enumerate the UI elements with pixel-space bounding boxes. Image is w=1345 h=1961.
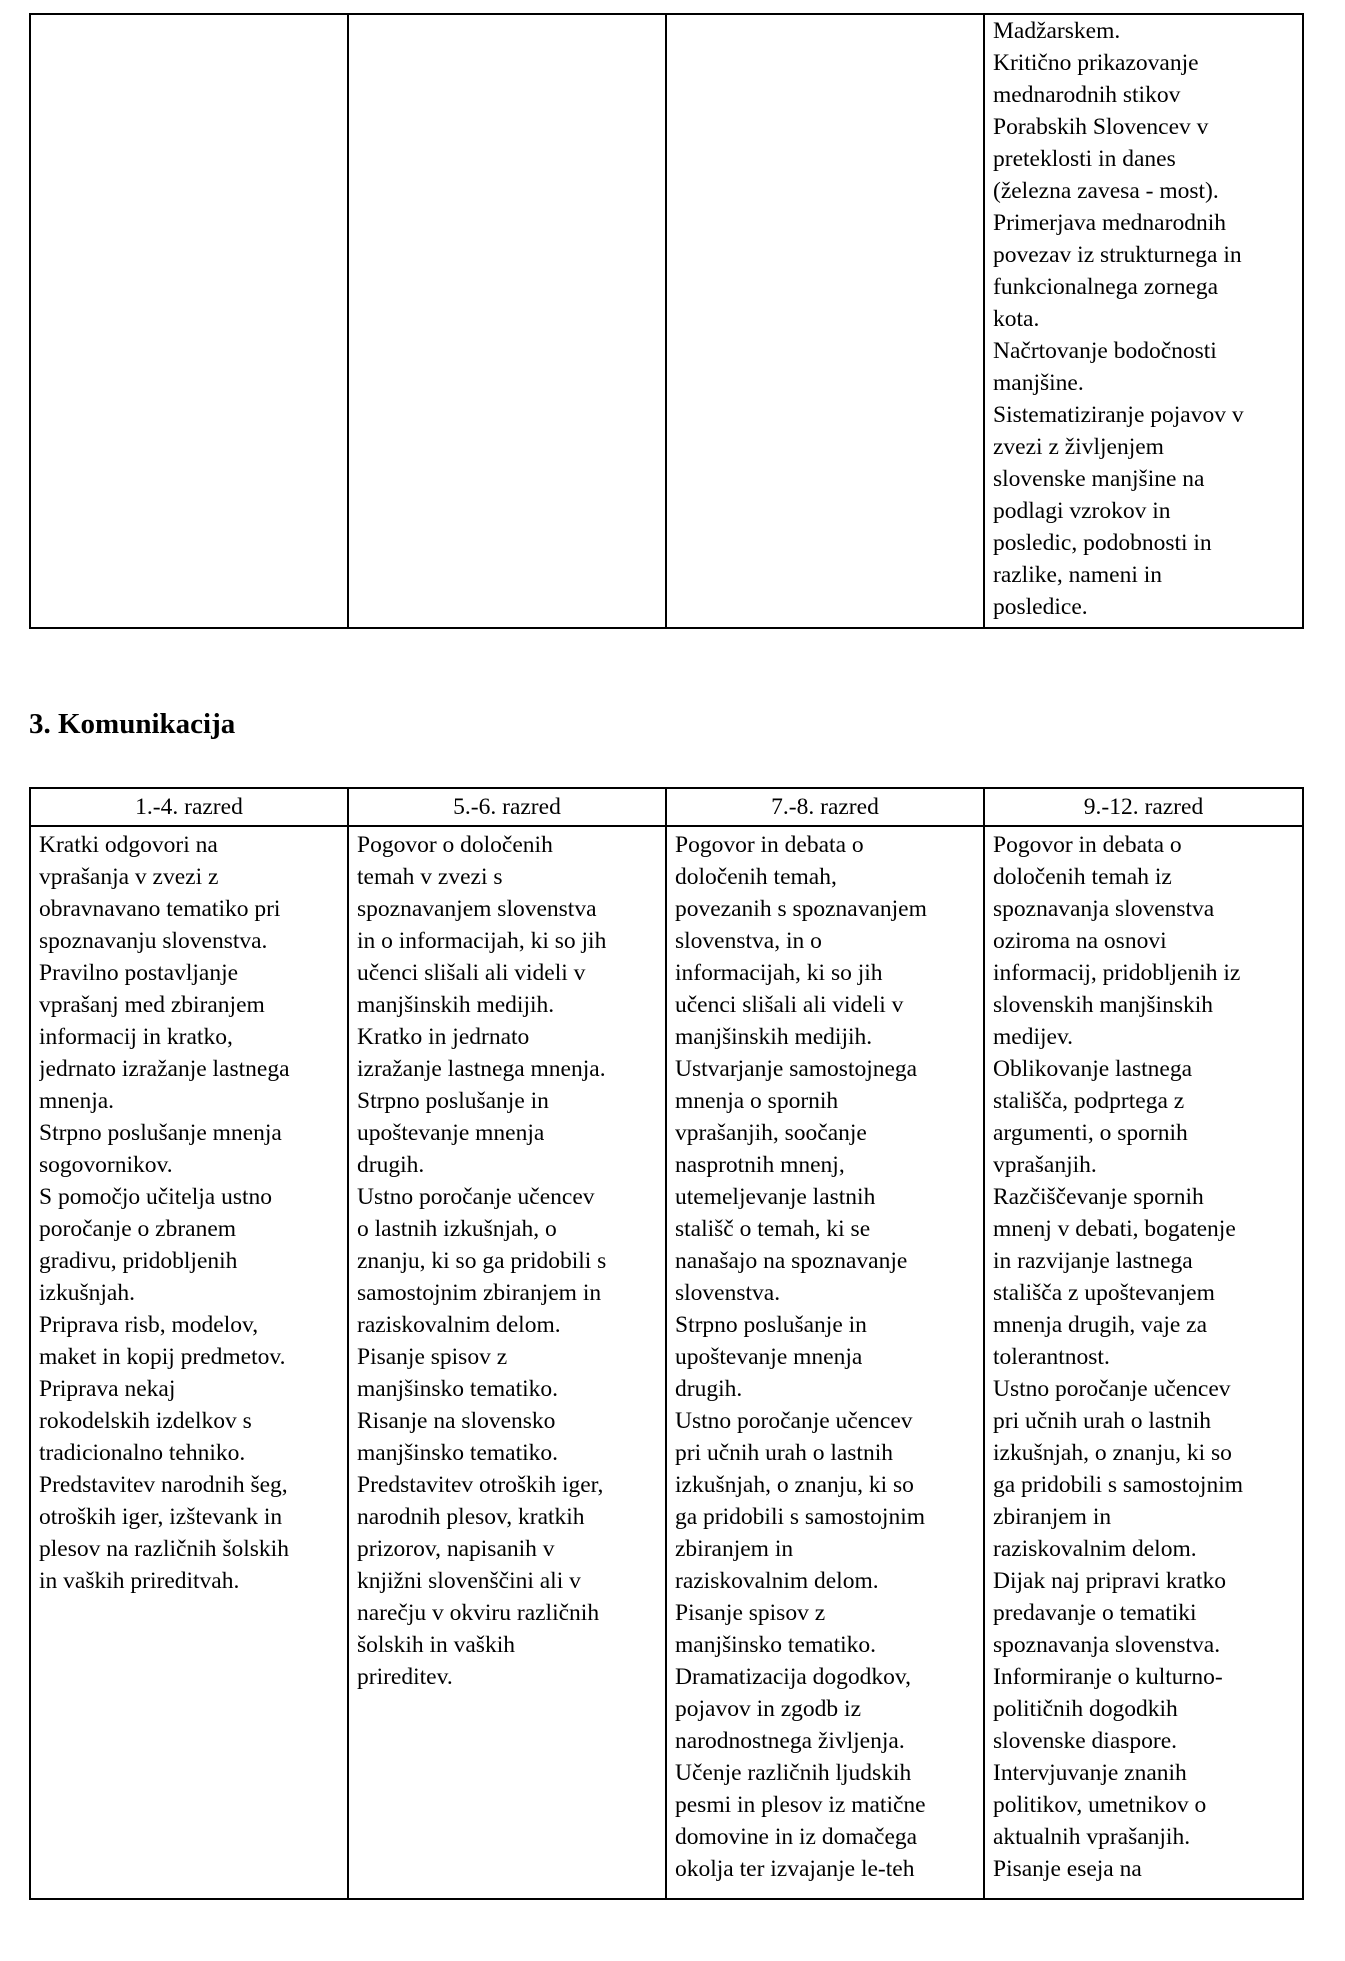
text-line: vprašanja v zvezi z — [39, 864, 219, 890]
text-line: manjšinskih medijih. — [357, 992, 555, 1018]
text-line: Risanje na slovensko — [357, 1408, 556, 1434]
text-line: knjižni slovenščini ali v — [357, 1568, 581, 1594]
text-line: domovine in iz domačega — [675, 1824, 918, 1850]
text-line: Pogovor in debata o — [675, 832, 864, 858]
text-line: drugih. — [357, 1152, 425, 1178]
text-line: okolja ter izvajanje le-teh — [675, 1856, 915, 1882]
text-line: izkušnjah. — [39, 1280, 135, 1306]
text-line: argumenti, o spornih — [993, 1120, 1188, 1146]
text-line: maket in kopij predmetov. — [39, 1344, 286, 1370]
text-line: narodnostnega življenja. — [675, 1728, 905, 1754]
text-line: in o informacijah, ki so jih — [357, 928, 607, 954]
text-line: manjšinsko tematiko. — [357, 1440, 559, 1466]
text-line: raziskovalnim delom. — [675, 1568, 879, 1594]
text-line: slovenske manjšine na — [993, 466, 1205, 492]
table-cell-empty-3 — [666, 14, 984, 628]
text-line: Strpno poslušanje in — [675, 1312, 867, 1338]
text-line: mnenja drugih, vaje za — [993, 1312, 1208, 1338]
text-line: določenih temah iz — [993, 864, 1172, 890]
text-line: tradicionalno tehniko. — [39, 1440, 246, 1466]
text-line: Kratki odgovori na — [39, 832, 218, 858]
text-line: pojavov in zgodb iz — [675, 1696, 862, 1722]
text-line: učenci slišali ali videli v — [675, 992, 904, 1018]
text-line: učenci slišali ali videli v — [357, 960, 586, 986]
text-line: narodnih plesov, kratkih — [357, 1504, 585, 1530]
cell-lines — [39, 829, 347, 1898]
text-line: Pogovor in debata o — [993, 832, 1182, 858]
text-line: manjšine. — [993, 370, 1084, 396]
text-line: stališča z upoštevanjem — [993, 1280, 1215, 1306]
text-line: Intervjuvanje znanih — [993, 1760, 1187, 1786]
text-line: Kritično prikazovanje — [993, 50, 1199, 76]
text-line: posledic, podobnosti in — [993, 530, 1212, 556]
text-line: podlagi vzrokov in — [993, 498, 1171, 524]
table-cell-empty-1 — [30, 14, 348, 628]
text-line: otroških iger, izštevank in — [39, 1504, 283, 1530]
text-line: Učenje različnih ljudskih — [675, 1760, 912, 1786]
table-header-row — [30, 788, 1303, 826]
text-line: zvezi z življenjem — [993, 434, 1164, 460]
text-line: stališča, podprtega z — [993, 1088, 1185, 1114]
table-row — [30, 14, 1303, 628]
text-line: izražanje lastnega mnenja. — [357, 1056, 606, 1082]
cell-lines — [993, 829, 1302, 1898]
text-line: narečju v okviru različnih — [357, 1600, 600, 1626]
text-line: upoštevanje mnenja — [675, 1344, 863, 1370]
column-header-grade-5-6: 5.-6. razred — [348, 788, 666, 826]
text-line: manjšinsko tematiko. — [357, 1376, 559, 1402]
text-line: posledice. — [993, 594, 1088, 620]
text-line: ga pridobili s samostojnim — [993, 1472, 1244, 1498]
text-line: medijev. — [993, 1024, 1074, 1050]
komunikacija-table — [29, 787, 1304, 1900]
text-line: poročanje o zbranem — [39, 1216, 237, 1242]
text-line: Načrtovanje bodočnosti — [993, 338, 1217, 364]
text-line: informacijah, ki so jih — [675, 960, 883, 986]
text-line: pri učnih urah o lastnih — [675, 1440, 893, 1466]
text-line: Pisanje eseja na — [993, 1856, 1142, 1882]
table-cell-grade-1-4 — [30, 826, 348, 1899]
text-line: Strpno poslušanje in — [357, 1088, 549, 1114]
text-line: spoznavanjem slovenstva — [357, 896, 597, 922]
text-line: povezanih s spoznavanjem — [675, 896, 927, 922]
text-line: raziskovalnim delom. — [357, 1312, 561, 1338]
text-line: pesmi in plesov iz matične — [675, 1792, 926, 1818]
table-cell-empty-2 — [348, 14, 666, 628]
table-row — [30, 826, 1303, 1899]
text-line: oziroma na osnovi — [993, 928, 1167, 954]
text-line: nasprotnih mnenj, — [675, 1152, 845, 1178]
text-line: šolskih in vaških — [357, 1632, 515, 1658]
section-heading: 3. Komunikacija — [29, 708, 236, 740]
text-line: Strpno poslušanje mnenja — [39, 1120, 282, 1146]
text-line: Predstavitev otroških iger, — [357, 1472, 604, 1498]
continued-content-table — [29, 13, 1304, 629]
text-line: Ustno poročanje učencev — [675, 1408, 913, 1434]
text-line: vprašanjih, soočanje — [675, 1120, 867, 1146]
text-line: Pisanje spisov z — [357, 1344, 508, 1370]
text-line: in vaških prireditvah. — [39, 1568, 240, 1594]
text-line: in razvijanje lastnega — [993, 1248, 1193, 1274]
text-line: Razčiščevanje spornih — [993, 1184, 1204, 1210]
text-line: S pomočjo učitelja ustno — [39, 1184, 273, 1210]
column-header-grade-1-4: 1.-4. razred — [30, 788, 348, 826]
text-line: stališč o temah, ki se — [675, 1216, 871, 1242]
text-line: drugih. — [675, 1376, 743, 1402]
text-line: upoštevanje mnenja — [357, 1120, 545, 1146]
text-line: zbiranjem in — [993, 1504, 1112, 1530]
text-line: Ustno poročanje učencev — [993, 1376, 1231, 1402]
text-line: Ustvarjanje samostojnega — [675, 1056, 918, 1082]
text-line: določenih temah, — [675, 864, 837, 890]
text-line: Priprava risb, modelov, — [39, 1312, 259, 1338]
text-line: Dramatizacija dogodkov, — [675, 1664, 911, 1690]
text-line: gradivu, pridobljenih — [39, 1248, 238, 1274]
text-line: mnenja o spornih — [675, 1088, 839, 1114]
text-line: spoznavanja slovenstva — [993, 896, 1215, 922]
text-line: Pogovor o določenih — [357, 832, 553, 858]
text-line: (železna zavesa - most). — [993, 178, 1219, 204]
text-line: Informiranje o kulturno- — [993, 1664, 1223, 1690]
text-line: slovenske diaspore. — [993, 1728, 1178, 1754]
text-line: manjšinsko tematiko. — [675, 1632, 877, 1658]
text-line: povezav iz strukturnega in — [993, 242, 1242, 268]
text-line: obravnavano tematiko pri — [39, 896, 281, 922]
text-line: Priprava nekaj — [39, 1376, 176, 1402]
text-line: spoznavanju slovenstva. — [39, 928, 268, 954]
text-line: ga pridobili s samostojnim — [675, 1504, 926, 1530]
text-line: predavanje o tematiki — [993, 1600, 1197, 1626]
text-line: Ustno poročanje učencev — [357, 1184, 595, 1210]
table-cell-col4 — [984, 14, 1303, 628]
text-line: sogovornikov. — [39, 1152, 173, 1178]
text-line: vprašanjih. — [993, 1152, 1097, 1178]
text-line: manjšinskih medijih. — [675, 1024, 873, 1050]
text-line: prizorov, napisanih v — [357, 1536, 555, 1562]
text-line: o lastnih izkušnjah, o — [357, 1216, 557, 1242]
cell-lines — [675, 829, 983, 1898]
text-line: vprašanj med zbiranjem — [39, 992, 265, 1018]
text-line: političnih dogodkih — [993, 1696, 1178, 1722]
text-line: temah v zvezi s — [357, 864, 503, 890]
text-line: jedrnato izražanje lastnega — [39, 1056, 290, 1082]
text-line: kota. — [993, 306, 1040, 332]
text-line: prireditev. — [357, 1664, 453, 1690]
text-line: mnenj v debati, bogatenje — [993, 1216, 1236, 1242]
text-line: plesov na različnih šolskih — [39, 1536, 289, 1562]
text-line: zbiranjem in — [675, 1536, 794, 1562]
text-line: pri učnih urah o lastnih — [993, 1408, 1211, 1434]
text-line: preteklosti in danes — [993, 146, 1176, 172]
text-line: politikov, umetnikov o — [993, 1792, 1207, 1818]
text-line: spoznavanja slovenstva. — [993, 1632, 1221, 1658]
text-line: informacij in kratko, — [39, 1024, 233, 1050]
text-line: Pisanje spisov z — [675, 1600, 826, 1626]
text-line: utemeljevanje lastnih — [675, 1184, 876, 1210]
text-line: samostojnim zbiranjem in — [357, 1280, 602, 1306]
text-line: tolerantnost. — [993, 1344, 1110, 1370]
text-line: Oblikovanje lastnega — [993, 1056, 1193, 1082]
table-cell-grade-5-6 — [348, 826, 666, 1899]
text-line: raziskovalnim delom. — [993, 1536, 1197, 1562]
text-line: izkušnjah, o znanju, ki so — [675, 1472, 914, 1498]
text-line: znanju, ki so ga pridobili s — [357, 1248, 607, 1274]
text-line: Sistematiziranje pojavov v — [993, 402, 1244, 428]
table-cell-grade-7-8 — [666, 826, 984, 1899]
text-line: slovenstva. — [675, 1280, 781, 1306]
text-line: mnenja. — [39, 1088, 115, 1114]
text-line: razlike, nameni in — [993, 562, 1162, 588]
text-line: slovenstva, in o — [675, 928, 822, 954]
text-line: aktualnih vprašanjih. — [993, 1824, 1191, 1850]
text-line: Pravilno postavljanje — [39, 960, 239, 986]
text-line: funkcionalnega zornega — [993, 274, 1219, 300]
cell-lines — [357, 829, 665, 1898]
column-header-grade-7-8: 7.-8. razred — [666, 788, 984, 826]
text-line: Predstavitev narodnih šeg, — [39, 1472, 288, 1498]
text-line: Madžarskem. — [993, 18, 1121, 44]
text-line: Primerjava mednarodnih — [993, 210, 1226, 236]
table-cell-grade-9-12 — [984, 826, 1303, 1899]
text-line: informacij, pridobljenih iz — [993, 960, 1241, 986]
text-line: izkušnjah, o znanju, ki so — [993, 1440, 1232, 1466]
text-line: Kratko in jedrnato — [357, 1024, 530, 1050]
column-header-grade-9-12: 9.-12. razred — [984, 788, 1303, 826]
text-line: slovenskih manjšinskih — [993, 992, 1213, 1018]
cell-lines — [993, 15, 1302, 623]
text-line: nanašajo na spoznavanje — [675, 1248, 908, 1274]
text-line: mednarodnih stikov — [993, 82, 1181, 108]
text-line: rokodelskih izdelkov s — [39, 1408, 252, 1434]
text-line: Dijak naj pripravi kratko — [993, 1568, 1226, 1594]
text-line: Porabskih Slovencev v — [993, 114, 1209, 140]
